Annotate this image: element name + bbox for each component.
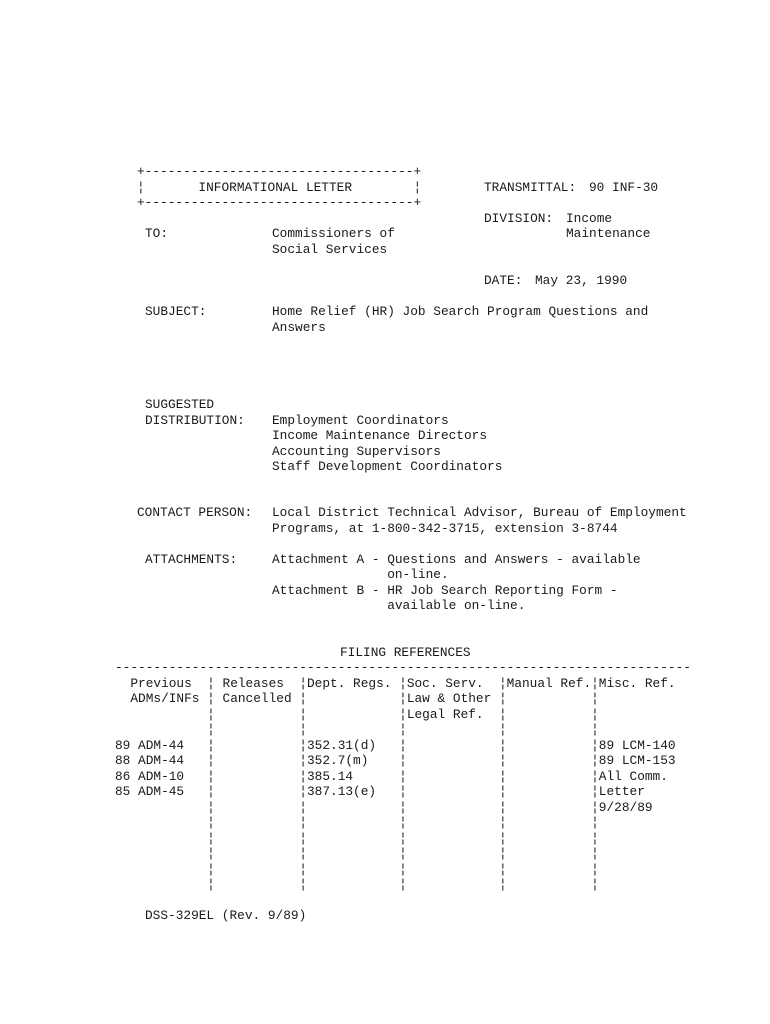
- distribution-item: Staff Development Coordinators: [272, 459, 503, 474]
- filing-row: 85 ADM-45 ¦ ¦387.13(e) ¦ ¦ ¦Letter: [115, 784, 645, 799]
- distribution-label-line-2: DISTRIBUTION:: [145, 413, 245, 428]
- filing-row: ¦ ¦ ¦ ¦ ¦9/28/89: [115, 800, 653, 815]
- title-box-bottom-rule: +-----------------------------------+: [137, 195, 422, 210]
- filing-row: 89 ADM-44 ¦ ¦352.31(d) ¦ ¦ ¦89 LCM-140: [115, 738, 676, 753]
- distribution-item: Income Maintenance Directors: [272, 428, 488, 443]
- filing-row: ¦ ¦ ¦ ¦ ¦: [115, 846, 599, 861]
- form-number: DSS-329EL (Rev. 9/89): [145, 908, 307, 923]
- filing-row: ADMs/INFs ¦ Cancelled ¦ ¦Law & Other ¦ ¦: [115, 691, 599, 706]
- filing-row: ¦ ¦ ¦ ¦ ¦: [115, 877, 599, 892]
- filing-row: ¦ ¦ ¦Legal Ref. ¦ ¦: [115, 707, 599, 722]
- subject-line-1: Home Relief (HR) Job Search Program Questions and: [272, 304, 649, 319]
- filing-row: ¦ ¦ ¦ ¦ ¦: [115, 815, 599, 830]
- distribution-label-line-1: SUGGESTED: [145, 397, 215, 412]
- filing-references-rule: ---------------------------------------------------------------------------: [115, 660, 691, 675]
- attachment-line-2: on-line.: [272, 567, 449, 582]
- subject-label: SUBJECT:: [145, 304, 207, 319]
- division-value-line-1: Income: [566, 211, 613, 226]
- contact-line-1: Local District Technical Advisor, Bureau of Employment: [272, 505, 687, 520]
- filing-row: ¦ ¦ ¦ ¦ ¦: [115, 722, 599, 737]
- filing-row: 88 ADM-44 ¦ ¦352.7(m) ¦ ¦ ¦89 LCM-153: [115, 753, 676, 768]
- filing-row: 86 ADM-10 ¦ ¦385.14 ¦ ¦ ¦All Comm.: [115, 769, 668, 784]
- to-line-1: Commissioners of: [272, 226, 395, 241]
- division-label: DIVISION:: [484, 211, 554, 226]
- attachment-line-4: available on-line.: [272, 598, 526, 613]
- transmittal-value: 90 INF-30: [589, 180, 659, 195]
- transmittal-label: TRANSMITTAL:: [484, 180, 577, 195]
- filing-references-title: FILING REFERENCES: [340, 645, 471, 660]
- date-value: May 23, 1990: [535, 273, 628, 288]
- attachments-label: ATTACHMENTS:: [145, 552, 238, 567]
- contact-line-2: Programs, at 1-800-342-3715, extension 3-8744: [272, 521, 618, 536]
- document-title: ¦ INFORMATIONAL LETTER ¦: [137, 180, 422, 195]
- distribution-item: Accounting Supervisors: [272, 444, 441, 459]
- filing-row: ¦ ¦ ¦ ¦ ¦: [115, 862, 599, 877]
- attachment-line-1: Attachment A - Questions and Answers - available: [272, 552, 641, 567]
- title-box-top-rule: +-----------------------------------+: [137, 164, 422, 179]
- to-label: TO:: [145, 226, 169, 241]
- filing-row: ¦ ¦ ¦ ¦ ¦: [115, 831, 599, 846]
- filing-row: Previous ¦ Releases ¦Dept. Regs. ¦Soc. Serv. ¦Manual Ref.¦Misc. Ref.: [115, 676, 676, 691]
- division-value-line-2: Maintenance: [566, 226, 651, 241]
- subject-line-2: Answers: [272, 320, 326, 335]
- attachment-line-3: Attachment B - HR Job Search Reporting Form -: [272, 583, 618, 598]
- to-line-2: Social Services: [272, 242, 388, 257]
- contact-label: CONTACT PERSON:: [137, 505, 253, 520]
- date-label: DATE:: [484, 273, 523, 288]
- distribution-item: Employment Coordinators: [272, 413, 449, 428]
